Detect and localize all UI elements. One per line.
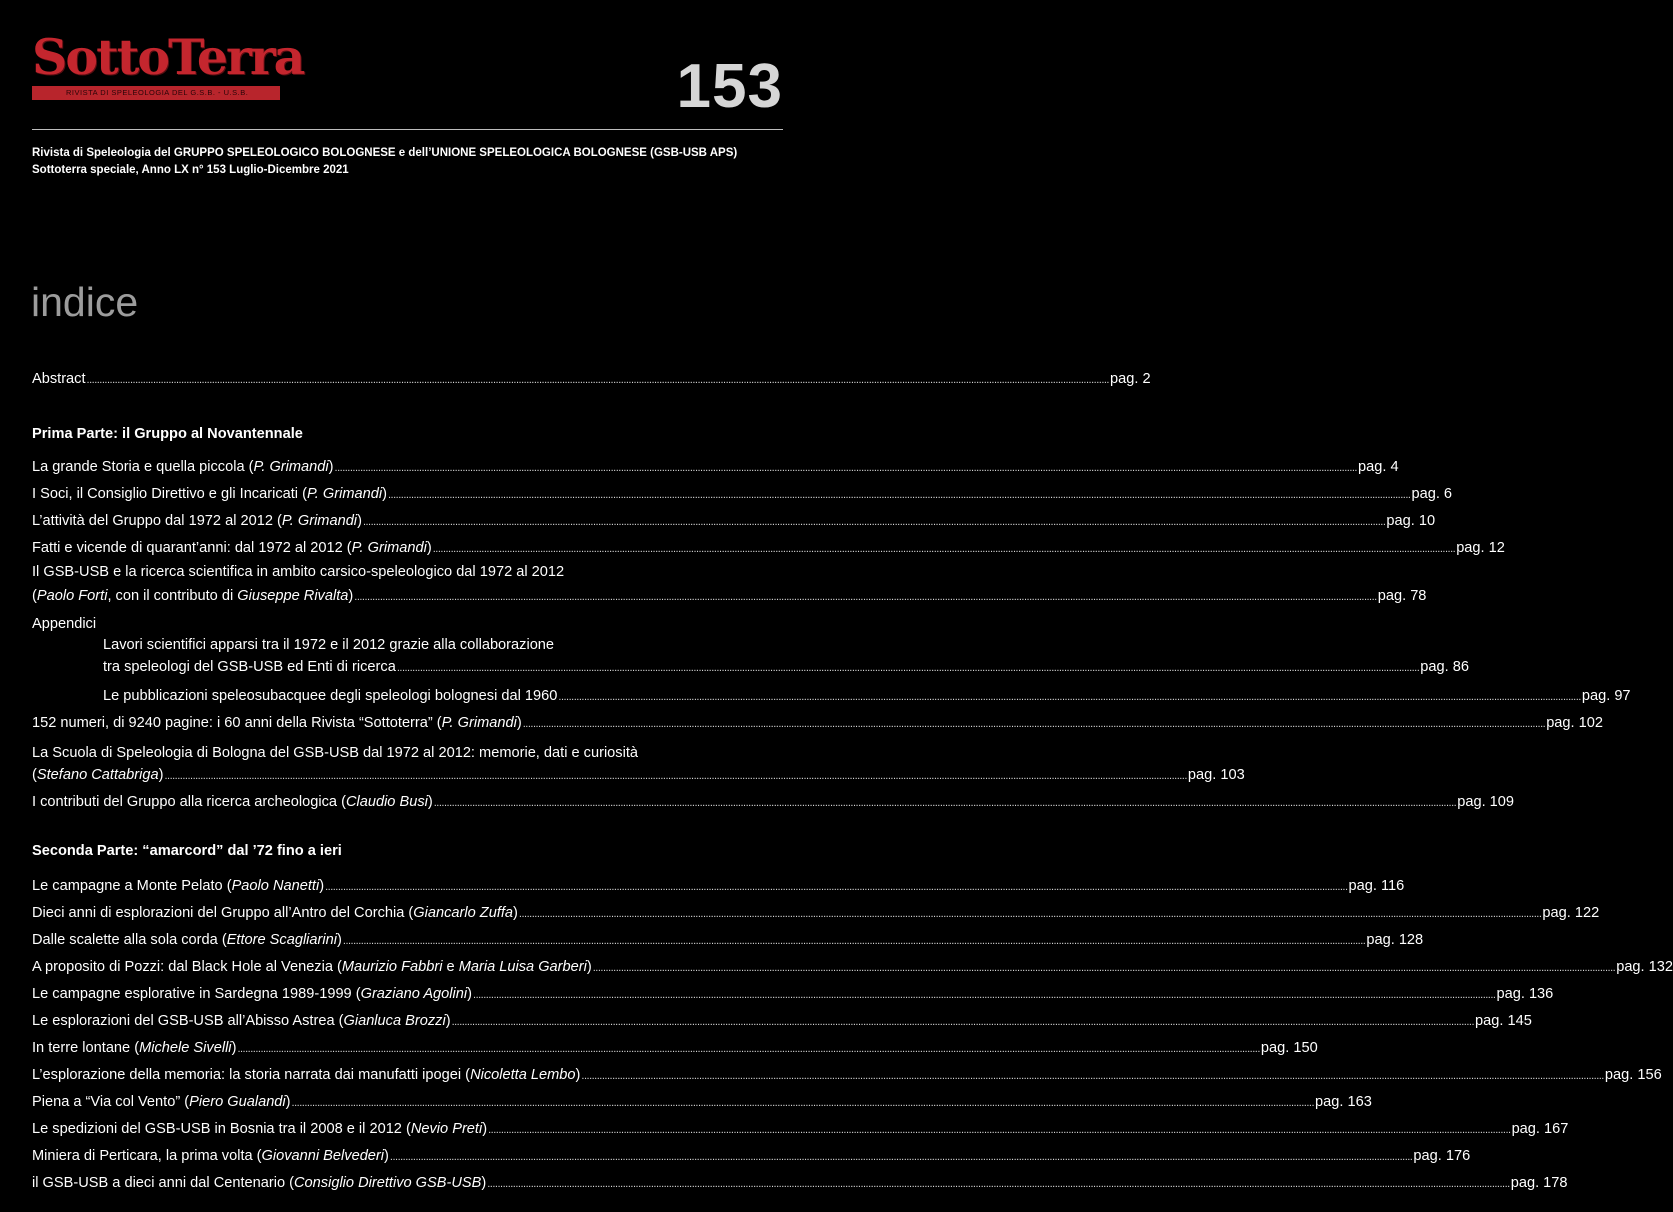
toc-entry-title: Il GSB-USB e la ricerca scientifica in ambito carsico-speleologico dal 1972 al 2012 <box>32 564 565 580</box>
leader-dots: ................................................................................................................................................................................................................................................................................................................................................................................................................ <box>388 489 1411 501</box>
section-heading-part1: Prima Parte: il Gruppo al Novantennale <box>32 426 303 442</box>
toc-entry-page: pag. 2 <box>1110 371 1151 387</box>
toc-entry-title: L’attività del Gruppo dal 1972 al 2012 (P. Grimandi) <box>32 513 362 529</box>
toc-entry-title: Lavori scientifici apparsi tra il 1972 e il 2012 grazie alla collaborazione <box>103 637 555 653</box>
issue-number: 153 <box>676 52 783 121</box>
toc-entry-page: pag. 102 <box>1546 715 1603 731</box>
leader-dots: ................................................................................................................................................................................................................................................................................................................................................................................................................ <box>488 1124 1511 1136</box>
toc-entry-appendix-2[interactable] <box>32 683 1631 710</box>
leader-dots: ................................................................................................................................................................................................................................................................................................................................................................................................................ <box>433 797 1457 809</box>
logo-wordmark: SottoTerra <box>32 28 304 86</box>
toc-entry-authors: (Paolo Forti, con il contributo di Giuseppe Rivalta) <box>32 588 354 604</box>
publisher-line: Rivista di Speleologia del GRUPPO SPELEOLOGICO BOLOGNESE e dell’UNIONE SPELEOLOGICA BOLOGNESE (GSB-USB APS) <box>32 147 738 159</box>
edition-line: Sottoterra speciale, Anno LX n° 153 Luglio-Dicembre 2021 <box>32 163 349 176</box>
toc-entry-title: Le esplorazioni del GSB-USB all’Abisso Astrea (Gianluca Brozzi) <box>32 1013 451 1029</box>
toc-entry-abstract[interactable] <box>32 366 1151 393</box>
leader-dots: ................................................................................................................................................................................................................................................................................................................................................................................................................ <box>558 691 1581 703</box>
toc-entry-title: Le campagne esplorative in Sardegna 1989-1999 (Graziano Agolini) <box>32 986 473 1002</box>
toc-entry[interactable] <box>32 1035 1318 1062</box>
toc-entry-scuola[interactable] <box>32 764 1245 787</box>
leader-dots: ................................................................................................................................................................................................................................................................................................................................................................................................................ <box>592 962 1616 974</box>
toc-entry-title: L’esplorazione della memoria: la storia narrata dai manufatti ipogei (Nicoletta Lembo) <box>32 1067 581 1083</box>
leader-dots: ................................................................................................................................................................................................................................................................................................................................................................................................................ <box>487 1178 1510 1190</box>
toc-entry-page: pag. 4 <box>1358 459 1399 475</box>
toc-entry-title: La Scuola di Speleologia di Bologna del GSB-USB dal 1972 al 2012: memorie, dati e curiosità <box>32 745 639 761</box>
toc-entry-page: pag. 10 <box>1386 513 1436 529</box>
toc-entry-page: pag. 78 <box>1377 588 1427 604</box>
section-heading-part2: Seconda Parte: “amarcord” dal ’72 fino a ieri <box>32 843 342 859</box>
leader-dots: ................................................................................................................................................................................................................................................................................................................................................................................................................ <box>581 1070 1604 1082</box>
toc-entry-title: Abstract <box>32 371 86 387</box>
toc-entry-page: pag. 156 <box>1604 1067 1662 1083</box>
leader-dots: ................................................................................................................................................................................................................................................................................................................................................................................................................ <box>334 462 1357 474</box>
toc-entry[interactable] <box>32 1170 1568 1197</box>
toc-entry-title: Fatti e vicende di quarant’anni: dal 1972 al 2012 (P. Grimandi) <box>32 540 432 556</box>
toc-entry-page: pag. 97 <box>1581 688 1631 704</box>
toc-entry-appendix-1[interactable] <box>32 656 1469 679</box>
leader-dots: ................................................................................................................................................................................................................................................................................................................................................................................................................ <box>522 718 1546 730</box>
leader-dots: ................................................................................................................................................................................................................................................................................................................................................................................................................ <box>362 516 1386 528</box>
toc-entry-title: Miniera di Perticara, la prima volta (Giovanni Belvederi) <box>32 1148 389 1164</box>
appendici-label: Appendici <box>32 616 97 632</box>
toc-entry-page: pag. 132 <box>1616 959 1673 975</box>
toc-entry[interactable] <box>32 873 1405 900</box>
toc-entry-title: I Soci, il Consiglio Direttivo e gli Incaricati (P. Grimandi) <box>32 486 387 502</box>
header-divider <box>32 129 783 130</box>
toc-entry[interactable] <box>32 954 1673 981</box>
logo-subtitle-bar: RIVISTA DI SPELEOLOGIA DEL G.S.B. - U.S.B. <box>32 86 280 100</box>
toc-entry-line[interactable] <box>32 635 778 656</box>
toc-entry-page: pag. 122 <box>1542 905 1600 921</box>
leader-dots: ................................................................................................................................................................................................................................................................................................................................................................................................................ <box>86 374 1109 386</box>
leader-dots: ................................................................................................................................................................................................................................................................................................................................................................................................................ <box>164 770 1187 782</box>
toc-entry-page: pag. 136 <box>1496 986 1554 1002</box>
toc-entry-archeo[interactable] <box>32 789 1515 816</box>
toc-entry[interactable] <box>32 927 1424 954</box>
toc-entry-page: pag. 150 <box>1260 1040 1318 1056</box>
toc-entry-page: pag. 176 <box>1413 1148 1471 1164</box>
publication-info <box>32 145 737 178</box>
toc-entry-scientific[interactable] <box>32 585 1427 608</box>
toc-entry-title: Le spedizioni del GSB-USB in Bosnia tra il 2008 e il 2012 (Nevio Preti) <box>32 1121 488 1137</box>
leader-dots: ................................................................................................................................................................................................................................................................................................................................................................................................................ <box>396 662 1420 674</box>
toc-entry-page: pag. 12 <box>1456 540 1505 556</box>
toc-entry-page: pag. 103 <box>1187 767 1245 783</box>
leader-dots: ................................................................................................................................................................................................................................................................................................................................................................................................................ <box>389 1151 1413 1163</box>
leader-dots: ................................................................................................................................................................................................................................................................................................................................................................................................................ <box>432 543 1456 555</box>
toc-entry-title: Le pubblicazioni speleosubacquee degli speleologi bolognesi dal 1960 <box>103 688 558 704</box>
toc-entry-title: 152 numeri, di 9240 pagine: i 60 anni della Rivista “Sottoterra” (P. Grimandi) <box>32 715 522 731</box>
toc-entry-authors: (Stefano Cattabriga) <box>32 767 164 783</box>
leader-dots: ................................................................................................................................................................................................................................................................................................................................................................................................................ <box>518 908 1542 920</box>
leader-dots: ................................................................................................................................................................................................................................................................................................................................................................................................................ <box>291 1097 1315 1109</box>
toc-entry-title: Dieci anni di esplorazioni del Gruppo all’Antro del Corchia (Giancarlo Zuffa) <box>32 905 518 921</box>
toc-entry[interactable] <box>32 1062 1662 1089</box>
toc-entry[interactable] <box>32 1008 1532 1035</box>
toc-entry[interactable] <box>32 900 1600 927</box>
toc-entry[interactable] <box>32 508 1436 535</box>
toc-entry[interactable] <box>32 981 1554 1008</box>
toc-entry-page: pag. 6 <box>1411 486 1453 502</box>
magazine-logo <box>32 28 304 100</box>
toc-entry-page: pag. 86 <box>1420 659 1469 675</box>
toc-entry-title: tra speleologi del GSB-USB ed Enti di ricerca <box>103 659 396 675</box>
leader-dots: ................................................................................................................................................................................................................................................................................................................................................................................................................ <box>342 935 1366 947</box>
toc-entry-rivista[interactable] <box>32 710 1603 737</box>
leader-dots: ................................................................................................................................................................................................................................................................................................................................................................................................................ <box>473 989 1496 1001</box>
toc-entry-title: il GSB-USB a dieci anni dal Centenario (Consiglio Direttivo GSB-USB) <box>32 1175 487 1191</box>
toc-entry-page: pag. 178 <box>1510 1175 1568 1191</box>
toc-entry-title: Dalle scalette alla sola corda (Ettore Scagliarini) <box>32 932 342 948</box>
toc-entry-title: La grande Storia e quella piccola (P. Grimandi) <box>32 459 334 475</box>
leader-dots: ................................................................................................................................................................................................................................................................................................................................................................................................................ <box>325 881 1348 893</box>
toc-entry[interactable] <box>32 1116 1569 1143</box>
toc-entry-page: pag. 116 <box>1348 878 1405 894</box>
toc-entry-line[interactable] <box>32 743 778 764</box>
toc-entry-title: I contributi del Gruppo alla ricerca archeologica (Claudio Busi) <box>32 794 433 810</box>
toc-entry-title: In terre lontane (Michele Sivelli) <box>32 1040 237 1056</box>
leader-dots: ................................................................................................................................................................................................................................................................................................................................................................................................................ <box>237 1043 1260 1055</box>
toc-entry-line[interactable] <box>32 562 778 583</box>
toc-entry-page: pag. 128 <box>1366 932 1424 948</box>
toc-entry-page: pag. 145 <box>1475 1013 1532 1029</box>
toc-entry-title: Piena a “Via col Vento” (Piero Gualandi) <box>32 1094 291 1110</box>
toc-entry-page: pag. 167 <box>1511 1121 1569 1137</box>
toc-entry[interactable] <box>32 454 1399 481</box>
leader-dots: ................................................................................................................................................................................................................................................................................................................................................................................................................ <box>354 591 1377 603</box>
toc-entry-title: Le campagne a Monte Pelato (Paolo Nanetti) <box>32 878 325 894</box>
toc-entry[interactable] <box>32 535 1505 562</box>
leader-dots: ................................................................................................................................................................................................................................................................................................................................................................................................................ <box>451 1016 1475 1028</box>
page-title: indice <box>31 279 139 325</box>
toc-entry-page: pag. 163 <box>1315 1094 1372 1110</box>
toc-entry[interactable] <box>32 1143 1471 1170</box>
toc-entry-page: pag. 109 <box>1457 794 1515 810</box>
toc-entry-title: A proposito di Pozzi: dal Black Hole al Venezia (Maurizio Fabbri e Maria Luisa Garberi) <box>32 959 592 975</box>
toc-entry[interactable] <box>32 1089 1372 1116</box>
table-of-contents <box>32 366 1673 1197</box>
toc-entry[interactable] <box>32 481 1453 508</box>
